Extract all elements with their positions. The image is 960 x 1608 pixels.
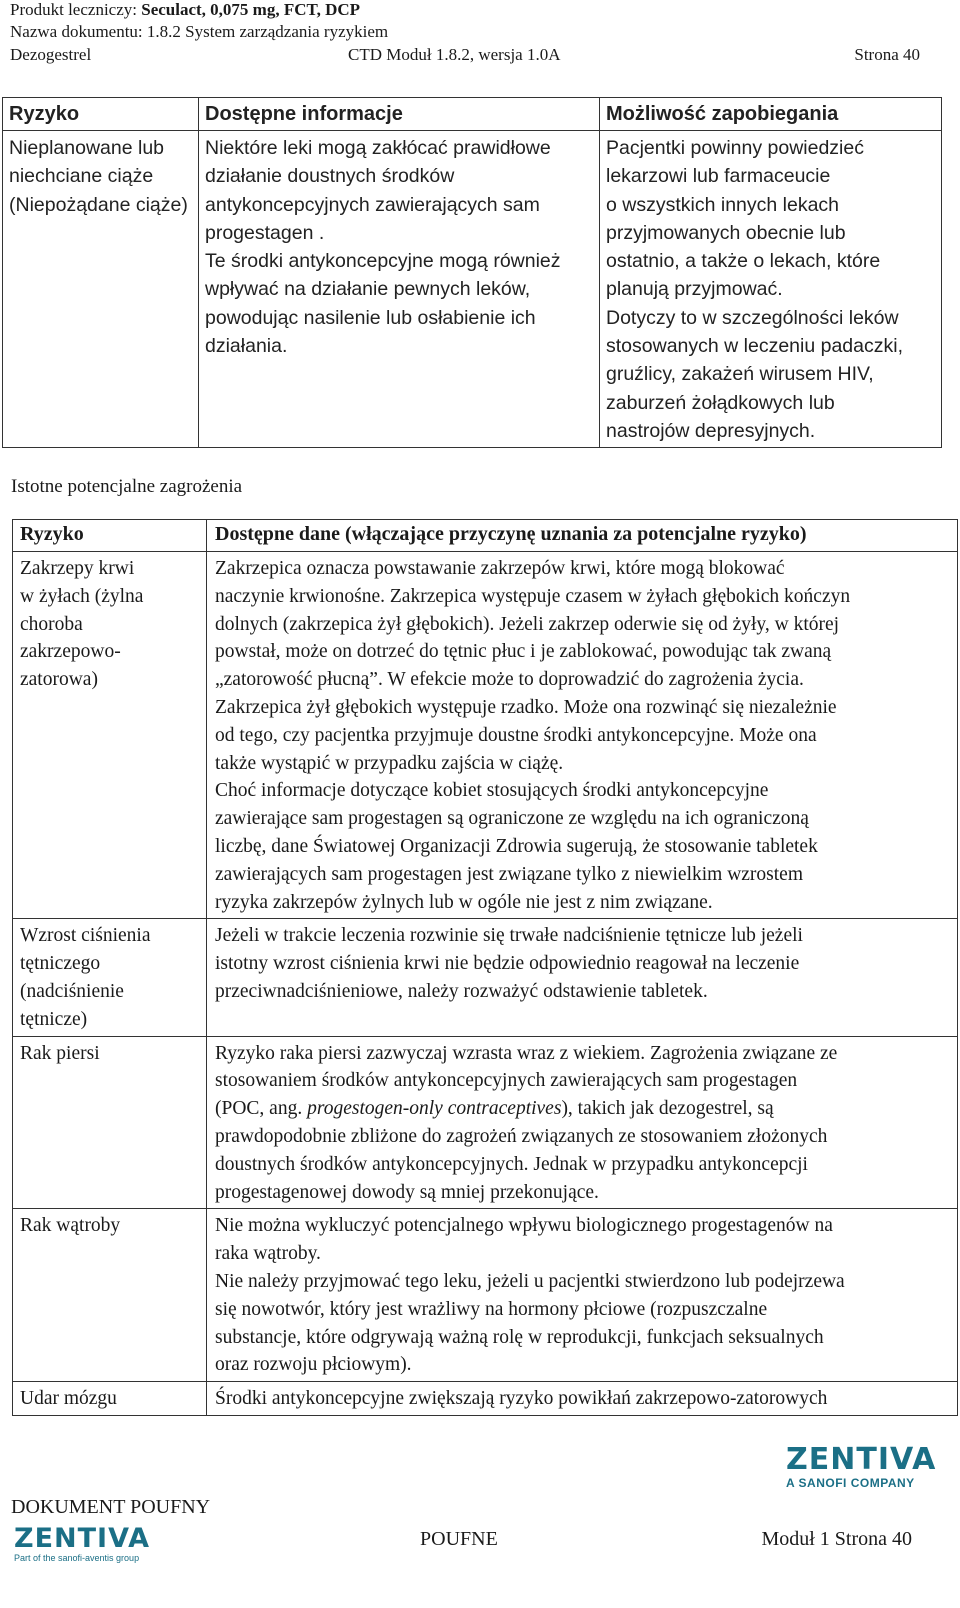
text-line: dolnych (zakrzepica żył głębokich). Jeżeli zakrzep oderwie się od żyły, w której	[215, 613, 840, 635]
data-cell	[207, 919, 958, 1036]
header-product-prefix: Produkt leczniczy:	[10, 0, 142, 19]
text-line: powstał, może on dotrzeć do tętnic płuc i je zablokować, powodując tak zwaną	[215, 641, 832, 663]
text-line: Rak wątroby	[20, 1215, 121, 1237]
text-line: liczbę, dane Światowej Organizacji Zdrowia sugerują, że stosowanie tabletek	[215, 835, 818, 857]
zentiva-footer-wordmark: ZENTIVA	[14, 1523, 151, 1554]
text-line: antykoncepcyjnych zawierających sam	[205, 193, 540, 216]
text-line: powodując nasilenie lub osłabienie ich	[205, 306, 536, 329]
text-line: Pacjentki powinny powiedzieć	[606, 137, 864, 159]
text-line: doustnych środków antykoncepcyjnych. Jednak w przypadku antykoncepcji	[215, 1153, 808, 1175]
risk-cell	[13, 919, 207, 1036]
column-header-prevention: Możliwość zapobiegania	[600, 98, 942, 131]
zentiva-logo-wordmark: ZENTIVA	[786, 1442, 937, 1477]
text-line: ostatnio, a także o lekach, które	[606, 250, 881, 273]
header-document-name: Nazwa dokumentu: 1.8.2 System zarządzania ryzykiem	[10, 22, 389, 41]
header-product-line	[10, 0, 920, 19]
risk-cell	[13, 552, 207, 919]
footer-page-number: Moduł 1 Strona 40	[761, 1528, 912, 1550]
text-line: „zatorowość płucną”. W efekcie może to doprowadzić do zagrożenia życia.	[215, 669, 804, 691]
prevention-cell	[600, 131, 942, 448]
text-line: Zakrzepy krwi	[20, 558, 135, 579]
text-fragment: ), takich jak dezogestrel, są	[561, 1098, 774, 1120]
text-line: Nie należy przyjmować tego leku, jeżeli u pacjentki stwierdzono lub podejrzewa	[215, 1270, 845, 1292]
text-fragment: (POC, ang.	[215, 1098, 308, 1120]
text-line: Niektóre leki mogą zakłócać prawidłowe	[205, 137, 551, 159]
text-line: zakrzepowo-	[20, 641, 121, 663]
text-line: substancje, które odgrywają ważną rolę w reprodukcji, funkcjach seksualnych	[215, 1326, 824, 1348]
text-line: zawierające sam progestagen są ograniczone ze względu na ich ograniczoną	[215, 808, 809, 830]
data-cell	[207, 1209, 958, 1382]
risk-table-missing-info	[2, 97, 942, 448]
text-line: Wzrost ciśnienia	[20, 925, 151, 947]
text-line: (nadciśnienie	[20, 980, 124, 1002]
text-line: (Niepożądane ciąże)	[9, 193, 188, 216]
text-line: od tego, czy pacjentka przyjmuje doustne środki antykoncepcyjne. Może ona	[215, 724, 817, 746]
text-line: Zakrzepica żył głębokich występuje rzadko. Może ona rozwinąć się niezależnie	[215, 696, 837, 718]
text-line: przyjmowanych obecnie lub	[606, 221, 846, 244]
column-header-data: Dostępne dane (włączające przyczynę uznania za potencjalne ryzyko)	[207, 520, 958, 552]
column-header-info: Dostępne informacje	[199, 98, 600, 131]
text-line: także wystąpić w przypadku zajścia w ciążę.	[215, 752, 564, 774]
italic-term: progestogen-only contraceptives	[307, 1098, 562, 1120]
column-header-risk: Ryzyko	[13, 520, 207, 552]
text-line: Środki antykoncepcyjne zwiększają ryzyko powikłań zakrzepowo-zatorowych	[215, 1388, 828, 1410]
table-row	[3, 131, 942, 448]
text-line: działanie doustnych środków	[205, 165, 455, 188]
text-line: działania.	[205, 335, 288, 358]
text-line: ryzyka zakrzepów żylnych lub w ogóle nie jest z nim związane.	[215, 891, 713, 913]
text-line: oraz rozwoju płciowym).	[215, 1354, 412, 1376]
header-module-version: CTD Moduł 1.8.2, wersja 1.0A	[348, 45, 561, 64]
text-line-with-italic	[215, 1095, 951, 1123]
text-line: gruźlicy, zakażeń wirusem HIV,	[606, 363, 874, 386]
text-line: Nie można wykluczyć potencjalnego wpływu biologicznego progestagenów na	[215, 1215, 833, 1237]
text-line: zatorowa)	[20, 669, 98, 691]
text-line: stosowaniem środków antykoncepcyjnych zawierających sam progestagen	[215, 1070, 798, 1092]
zentiva-logo	[786, 1444, 936, 1490]
zentiva-footer-logo	[14, 1524, 154, 1563]
risk-table-potential-risks	[12, 519, 958, 1416]
text-line: planują przyjmować.	[606, 278, 783, 301]
text-line: Udar mózgu	[20, 1388, 117, 1410]
text-line: Ryzyko raka piersi zazwyczaj wzrasta wraz z wiekiem. Zagrożenia związane ze	[215, 1042, 838, 1064]
footer-classification: POUFNE	[420, 1528, 498, 1550]
table-row	[13, 1209, 958, 1382]
risk-cell	[3, 131, 199, 448]
column-header-risk: Ryzyko	[3, 98, 199, 131]
text-line: w żyłach (żylna	[20, 585, 144, 607]
zentiva-logo-tagline: A SANOFI COMPANY	[786, 1476, 915, 1490]
table-row	[13, 1382, 958, 1416]
text-line: choroba	[20, 613, 83, 635]
data-cell	[207, 552, 958, 919]
text-line: nastrojów depresyjnych.	[606, 419, 816, 442]
text-line: zawierających sam progestagen jest związane tylko z niewielkim wzrostem	[215, 863, 804, 885]
text-line: lekarzowi lub farmaceucie	[606, 165, 831, 188]
text-line: tętniczego	[20, 953, 101, 975]
data-cell	[207, 1036, 958, 1209]
risk-cell	[13, 1209, 207, 1382]
header-page-number: Strona 40	[854, 45, 920, 64]
text-line: przeciwnadciśnieniowe, należy rozważyć odstawienie tabletek.	[215, 980, 708, 1002]
text-line: naczynie krwionośne. Zakrzepica występuje czasem w żyłach głębokich kończyn	[215, 585, 851, 607]
header-product-name: Seculact, 0,075 mg, FCT, DCP	[141, 0, 361, 19]
text-line: tętnicze)	[20, 1008, 88, 1030]
table-row	[13, 1036, 958, 1209]
header-substance: Dezogestrel	[10, 45, 92, 64]
text-line: wpływać na działanie pewnych leków,	[205, 278, 531, 301]
confidential-label: DOKUMENT POUFNY	[11, 1496, 211, 1518]
text-line: się nowotwór, który jest wrażliwy na hormony płciowe (rozpuszczalne	[215, 1298, 768, 1320]
text-line: niechciane ciąże	[9, 165, 154, 188]
table-row	[13, 919, 958, 1036]
table-row	[13, 552, 958, 919]
text-line: prawdopodobnie zbliżone do zagrożeń związanych ze stosowaniem złożonych	[215, 1125, 828, 1147]
text-line: Te środki antykoncepcyjne mogą również	[205, 250, 561, 273]
data-cell	[207, 1382, 958, 1416]
text-line: Zakrzepica oznacza powstawanie zakrzepów krwi, które mogą blokować	[215, 558, 785, 579]
text-line: stosowanych w leczeniu padaczki,	[606, 335, 903, 358]
table-header-row	[3, 98, 942, 131]
text-line: Choć informacje dotyczące kobiet stosujących środki antykoncepcyjne	[215, 780, 769, 802]
text-line: Jeżeli w trakcie leczenia rozwinie się trwałe nadciśnienie tętnicze lub jeżeli	[215, 925, 803, 947]
text-line: zaburzeń żołądkowych lub	[606, 391, 835, 414]
text-line: Dotyczy to w szczególności leków	[606, 306, 899, 329]
text-line: progestagenowej dowody są mniej przekonujące.	[215, 1181, 599, 1203]
text-line: Nieplanowane lub	[9, 137, 165, 159]
zentiva-footer-tagline: Part of the sanofi-aventis group	[14, 1553, 140, 1563]
text-line: istotny wzrost ciśnienia krwi nie będzie odpowiednio reagował na leczenie	[215, 953, 800, 975]
section-title: Istotne potencjalne zagrożenia	[11, 476, 243, 497]
text-line: raka wątroby.	[215, 1243, 321, 1265]
text-line: progestagen .	[205, 221, 325, 244]
info-cell	[199, 131, 600, 448]
risk-cell	[13, 1036, 207, 1209]
risk-cell	[13, 1382, 207, 1416]
header-meta-line	[10, 45, 920, 64]
text-line: Rak piersi	[20, 1042, 100, 1064]
text-line: o wszystkich innych lekach	[606, 193, 840, 216]
table-header-row	[13, 520, 958, 552]
